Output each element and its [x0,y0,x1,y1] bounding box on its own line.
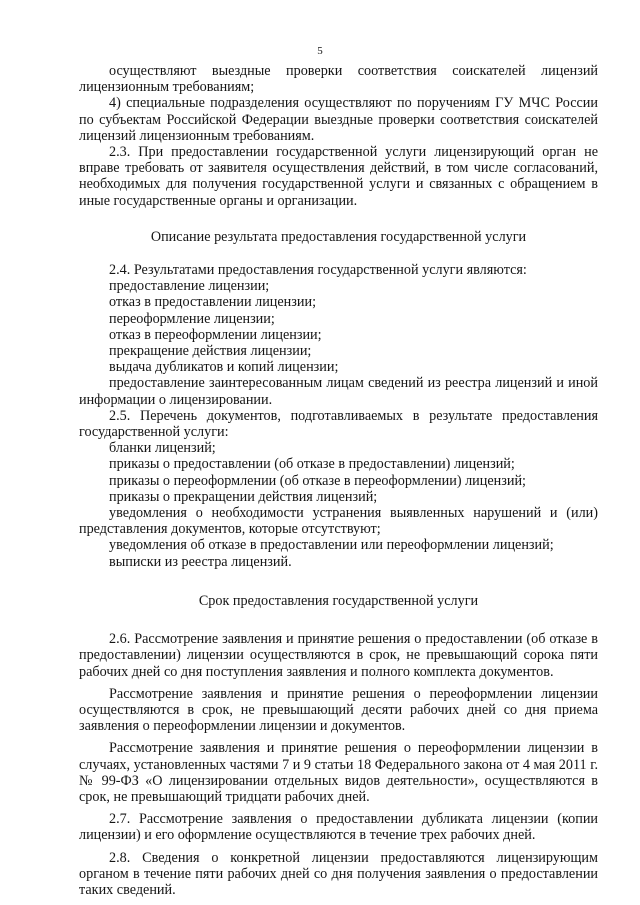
result-item: переоформление лицензии; [109,310,275,327]
document-body [79,63,598,898]
document-item: приказы о предоставлении (об отказе в предоставлении) лицензий; [109,456,515,473]
result-item: отказ в переоформлении лицензии; [109,326,322,343]
paragraph-2-8: 2.8. Сведения о конкретной лицензии предоставляются лицензирующим органом в течение пяти рабочих дней со дня получения заявления о предоставлении таких сведений. [79,849,598,898]
document-item: выписки из реестра лицензий. [109,553,292,570]
heading-term: Срок предоставления государственной услуги [198,592,479,609]
document-item: бланки лицензий; [109,440,216,457]
paragraph-continuation: осуществляют выездные проверки соответствия соискателей лицензий лицензионным требованиям; [79,63,598,96]
paragraph-reissue-2: Рассмотрение заявления и принятие решения о переоформлении лицензии в случаях, установленных частями 7 и 9 статьи 18 Федерального закона от 4 мая 2011 г. № 99-ФЗ «О лицензировании отдельных видов деятельности», осуществляются в срок, не превышающий тридцати рабочих дней. [79,740,598,805]
heading-result: Описание результата предоставления государственной услуги [150,228,527,245]
paragraph-2-4-intro: 2.4. Результатами предоставления государственной услуги являются: [109,262,527,279]
document-item: приказы о прекращении действия лицензий; [109,488,378,505]
paragraph-2-3: 2.3. При предоставлении государственной услуги лицензирующий орган не вправе требовать от заявителя осуществления действий, в том числе согласований, необходимых для получения государственной услуги и связанных с обращением в иные государственные органы и организации. [79,144,598,209]
document-item: приказы о переоформлении (об отказе в переоформлении) лицензий; [109,472,526,489]
result-item: предоставление заинтересованным лицам сведений из реестра лицензий и иной информации о лицензировании. [79,375,598,408]
page-number: 5 [317,45,323,57]
result-item: отказ в предоставлении лицензии; [109,294,317,311]
paragraph-reissue-1: Рассмотрение заявления и принятие решения о переоформлении лицензии осуществляются в срок, не превышающий десяти рабочих дней со дня приема заявления о переоформлении лицензии и документов. [79,685,598,735]
paragraph-2-7: 2.7. Рассмотрение заявления о предоставлении дубликата лицензии (копии лицензии) и его оформление осуществляются в течение трех рабочих дней. [79,811,598,844]
document-item: уведомления об отказе в предоставлении или переоформлении лицензий; [109,537,554,554]
paragraph-2-6: 2.6. Рассмотрение заявления и принятие решения о предоставлении (об отказе в предоставлении) лицензии осуществляются в срок, не превышающий сорока пяти рабочих дней со дня поступления заявления и полного комплекта документов. [79,631,598,680]
result-item: предоставление лицензии; [109,278,270,295]
paragraph-4: 4) специальные подразделения осуществляют по поручениям ГУ МЧС России по субъектам Российской Федерации выездные проверки соответствия соискателей лицензий лицензионным требованиям. [79,95,598,144]
result-item: выдача дубликатов и копий лицензии; [109,359,339,376]
result-item: прекращение действия лицензии; [109,343,312,360]
document-item: уведомления о необходимости устранения выявленных нарушений и (или) представления документов, которые отсутствуют; [79,505,598,538]
paragraph-2-5-intro: 2.5. Перечень документов, подготавливаемых в результате предоставления государственной услуги: [79,407,598,441]
